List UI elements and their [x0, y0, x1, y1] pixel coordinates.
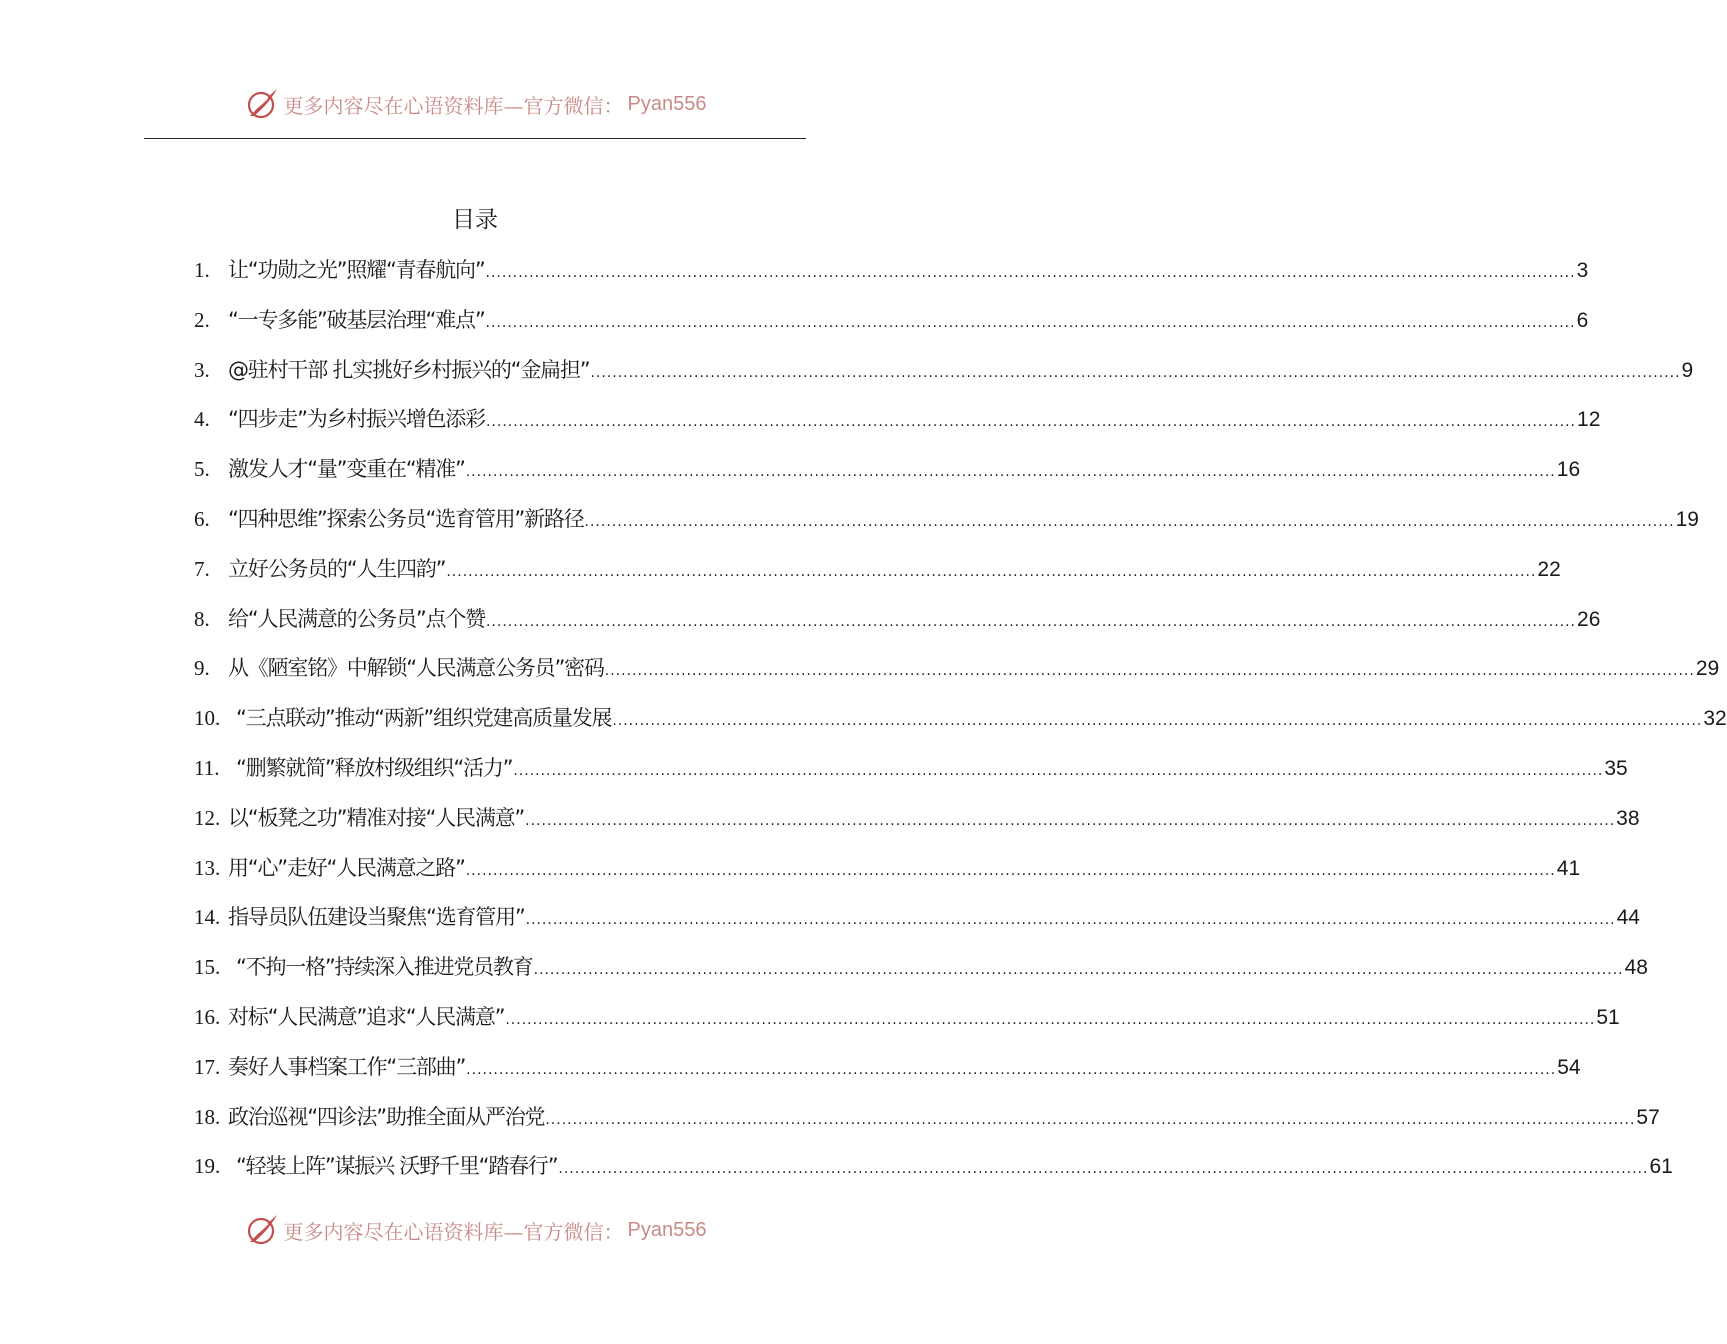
toc-entry[interactable]	[194, 1048, 1581, 1098]
toc-leader-dots: ........................................................................................................................................................................................................	[525, 912, 1616, 929]
toc-entry[interactable]	[194, 699, 1727, 749]
toc-leader-dots: ........................................................................................................................................................................................................	[465, 862, 1556, 879]
toc-entry-number: 6.	[194, 506, 210, 531]
toc-entry[interactable]	[194, 351, 1694, 401]
header-watermark	[0, 84, 950, 124]
toc-leader-dots: ........................................................................................................................................................................................................	[505, 1011, 1596, 1028]
toc-leader-dots: ........................................................................................................................................................................................................	[545, 1111, 1636, 1128]
toc-entry-number: 18.	[194, 1104, 221, 1129]
toc-entry-page: 29	[1695, 657, 1720, 681]
toc-leader-dots: ........................................................................................................................................................................................................	[590, 364, 1681, 381]
toc-entry-page: 57	[1636, 1105, 1660, 1129]
toc-entry-title: 奏好人事档案工作“三部曲”	[228, 1054, 466, 1079]
toc-entry-title: 给“人民满意的公务员”点个赞	[228, 606, 485, 631]
toc-leader-dots: ........................................................................................................................................................................................................	[525, 812, 1616, 829]
toc-entry-number: 5.	[194, 457, 210, 482]
toc-entry-page: 22	[1537, 557, 1561, 581]
quill-logo-icon	[244, 86, 280, 122]
toc-entry-number: 19.	[194, 1154, 221, 1179]
toc-entry-number: 17.	[194, 1054, 221, 1079]
toc-entry-title: 立好公务员的“人生四韵”	[228, 556, 446, 581]
toc-entry-page: 19	[1675, 507, 1699, 531]
toc-leader-dots: ........................................................................................................................................................................................................	[533, 962, 1624, 979]
toc-entry-number: 4.	[194, 407, 210, 432]
toc-leader-dots: ........................................................................................................................................................................................................	[612, 713, 1703, 730]
toc-entry-number: 7.	[194, 556, 210, 581]
toc-leader-dots: ........................................................................................................................................................................................................	[604, 663, 1695, 680]
toc-entry-title: 从《陋室铭》中解锁“人民满意公务员”密码	[228, 656, 604, 681]
footer-watermark	[0, 1210, 950, 1250]
toc-entry-title: “一专多能”破基层治理“难点”	[228, 307, 485, 332]
toc-entry[interactable]	[194, 799, 1640, 849]
watermark-id: Pyan556	[627, 1218, 707, 1241]
header-divider	[144, 138, 806, 139]
toc-title: 目录	[452, 207, 498, 233]
toc-entry[interactable]	[194, 1098, 1660, 1148]
toc-entry-page: 38	[1616, 806, 1640, 830]
toc-entry-title: 指导员队伍建设当聚焦“选育管用”	[228, 905, 525, 930]
toc-leader-dots: ........................................................................................................................................................................................................	[584, 513, 1675, 530]
toc-entry-number: 3.	[194, 357, 210, 382]
toc-entry[interactable]	[194, 749, 1628, 799]
toc-entry[interactable]	[194, 1147, 1673, 1197]
toc-leader-dots: ........................................................................................................................................................................................................	[485, 265, 1576, 281]
toc-entry-page: 32	[1703, 707, 1727, 731]
toc-entry-title: “四种思维”探索公务员“选育管用”新路径	[228, 506, 584, 531]
toc-entry-title: “四步走”为乡村振兴增色添彩	[228, 407, 485, 432]
toc-entry-title: “轻装上阵”谋振兴 沃野千里“踏春行”	[236, 1154, 558, 1179]
toc-entry-title: 用“心”走好“人民满意之路”	[228, 855, 465, 880]
toc-entry-number: 1.	[194, 258, 210, 282]
toc-entry-page: 48	[1624, 956, 1648, 980]
toc-entry-title: 让“功勋之光”照耀“青春航向”	[228, 258, 485, 282]
toc-entry-page: 61	[1649, 1155, 1673, 1179]
toc-entry[interactable]	[194, 649, 1720, 699]
toc-entry[interactable]	[194, 600, 1601, 650]
toc-entry-page: 54	[1557, 1055, 1581, 1079]
toc-leader-dots: ........................................................................................................................................................................................................	[485, 613, 1577, 630]
toc-entry[interactable]	[194, 450, 1581, 500]
toc-entry-page: 9	[1681, 358, 1694, 382]
toc-entry-number: 14.	[194, 905, 221, 930]
toc-entry-number: 15.	[194, 955, 221, 980]
toc-entry-page: 12	[1577, 408, 1601, 432]
toc-entry[interactable]	[194, 301, 1589, 351]
toc-entry[interactable]	[194, 251, 1589, 301]
toc-entry[interactable]	[194, 948, 1648, 998]
toc-entry-page: 26	[1577, 607, 1601, 631]
toc-entry[interactable]	[194, 849, 1581, 899]
toc-entry-page: 16	[1556, 458, 1581, 482]
toc-entry[interactable]	[194, 898, 1640, 948]
toc-leader-dots: ........................................................................................................................................................................................................	[513, 762, 1604, 779]
toc-entry-number: 9.	[194, 656, 210, 681]
toc-entry-number: 11.	[194, 755, 220, 780]
toc-entry[interactable]	[194, 400, 1601, 450]
quill-logo-icon	[244, 1212, 280, 1248]
toc-entry-title: 政治巡视“四诊法”助推全面从严治党	[228, 1104, 545, 1129]
toc-entry-number: 2.	[194, 307, 210, 332]
table-of-contents	[194, 251, 1727, 1197]
toc-entry-title: @驻村干部 扎实挑好乡村振兴的“金扁担”	[228, 357, 590, 382]
toc-entry-page: 35	[1604, 756, 1628, 780]
toc-entry-number: 12.	[194, 805, 221, 830]
toc-entry-title: “三点联动”推动“两新”组织党建高质量发展	[236, 706, 612, 731]
toc-entry-number: 16.	[194, 1004, 221, 1029]
toc-entry-page: 44	[1616, 906, 1640, 930]
toc-entry-title: 对标“人民满意”追求“人民满意”	[228, 1004, 505, 1029]
toc-entry[interactable]	[194, 998, 1620, 1048]
toc-entry-number: 13.	[194, 855, 221, 880]
watermark-id: Pyan556	[627, 92, 707, 115]
toc-entry-page: 3	[1576, 259, 1589, 282]
toc-leader-dots: ........................................................................................................................................................................................................	[466, 1061, 1557, 1078]
toc-entry-page: 6	[1576, 308, 1589, 332]
toc-leader-dots: ........................................................................................................................................................................................................	[485, 314, 1576, 331]
toc-leader-dots: ........................................................................................................................................................................................................	[558, 1161, 1649, 1178]
toc-leader-dots: ........................................................................................................................................................................................................	[446, 563, 1537, 580]
watermark-text: 更多内容尽在心语资料库—官方微信：	[283, 1219, 624, 1244]
toc-entry-number: 10.	[194, 706, 221, 731]
toc-entry-title: “不拘一格”持续深入推进党员教育	[236, 955, 533, 980]
toc-entry-title: 以“板凳之功”精准对接“人民满意”	[228, 805, 525, 830]
toc-entry-title: “删繁就简”释放村级组织“活力”	[236, 755, 513, 780]
toc-entry-page: 51	[1596, 1005, 1620, 1029]
watermark-text: 更多内容尽在心语资料库—官方微信：	[283, 93, 624, 118]
toc-entry-title: 激发人才“量”变重在“精准”	[228, 457, 465, 482]
toc-entry-page: 41	[1556, 856, 1581, 880]
toc-entry[interactable]	[194, 550, 1561, 600]
toc-entry[interactable]	[194, 500, 1699, 550]
toc-leader-dots: ........................................................................................................................................................................................................	[485, 414, 1577, 431]
toc-leader-dots: ........................................................................................................................................................................................................	[465, 464, 1556, 481]
toc-entry-number: 8.	[194, 606, 210, 631]
